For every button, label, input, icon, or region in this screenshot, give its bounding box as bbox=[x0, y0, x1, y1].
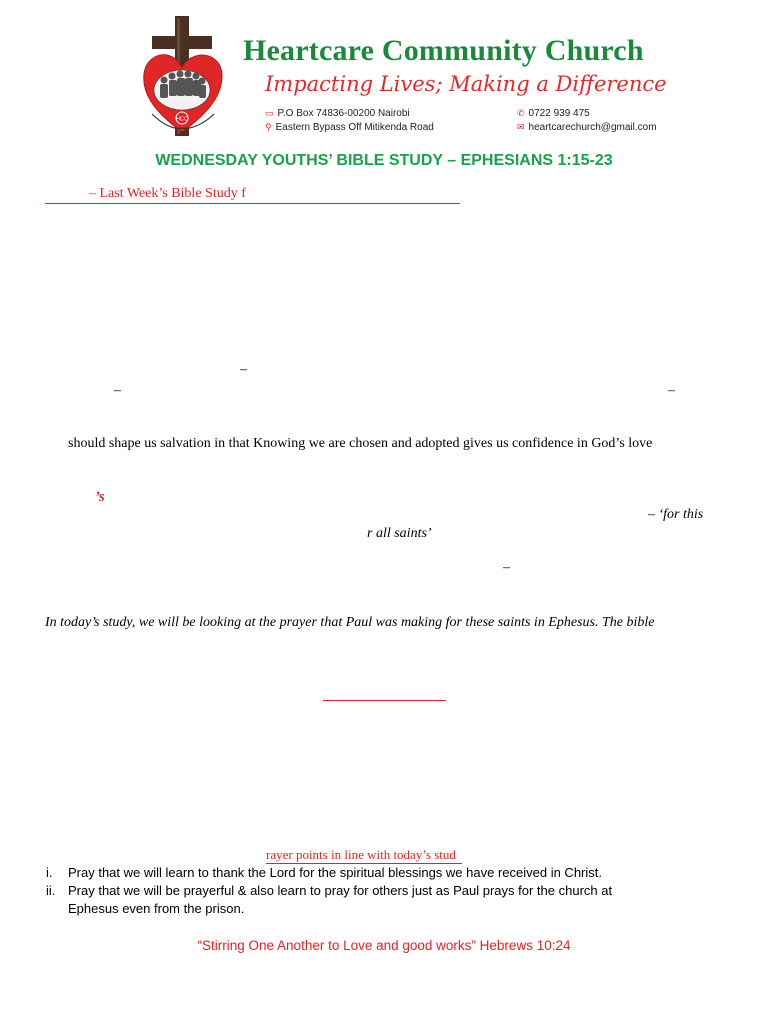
footer-quote: “Stirring One Another to Love and good works” Hebrews 10:24 bbox=[197, 938, 571, 953]
quote-start-fragment: – ‘for this bbox=[648, 507, 704, 522]
prayer-points-heading: rayer points in line with today’s stud bbox=[266, 847, 462, 864]
prayer-item-2-continuation: Ephesus even from the prison. bbox=[68, 901, 245, 916]
location-pin-icon: ⚲ bbox=[265, 122, 272, 132]
body-sentence: should shape us salvation in that Knowing we are chosen and adopted gives us confidence in God’s love bbox=[68, 436, 653, 451]
quote-end-fragment: r all saints’ bbox=[367, 526, 432, 541]
phone-line: ✆ 0722 939 475 bbox=[517, 108, 590, 119]
address-line-1: ▭ P.O Box 74836-00200 Nairobi bbox=[265, 108, 410, 119]
cross-heart-icon bbox=[142, 14, 232, 138]
mailbox-icon: ▭ bbox=[265, 108, 274, 118]
address-line-2: ⚲ Eastern Bypass Off Mitikenda Road bbox=[265, 122, 434, 133]
church-tagline: Impacting Lives; Making a Difference bbox=[265, 72, 667, 96]
prayer-item-2: ii. Pray that we will be prayerful & also learn to pray for others just as Paul prays for the church at bbox=[46, 883, 613, 898]
dash-fragment-4: – bbox=[503, 560, 510, 575]
dash-fragment-1: – bbox=[240, 362, 247, 377]
phone-icon: ✆ bbox=[517, 108, 525, 118]
dash-fragment-2: – bbox=[114, 383, 121, 398]
recap-line: – Last Week’s Bible Study f bbox=[45, 186, 460, 204]
email-line: ✉ heartcarechurch@gmail.com bbox=[517, 122, 657, 133]
red-fragment: ’s bbox=[95, 489, 105, 505]
envelope-icon: ✉ bbox=[517, 122, 525, 132]
dash-fragment-3: – bbox=[668, 383, 675, 398]
intro-sentence: In today’s study, we will be looking at the prayer that Paul was making for these saints in Ephesus. The bible bbox=[45, 615, 655, 630]
church-name: Heartcare Community Church bbox=[243, 34, 644, 67]
svg-text:HCC: HCC bbox=[176, 116, 188, 123]
church-logo bbox=[142, 14, 232, 138]
prayer-item-1: i. Pray that we will learn to thank the Lord for the spiritual blessings we have received in Christ. bbox=[46, 865, 602, 880]
red-underline-rule bbox=[323, 700, 446, 701]
study-title: WEDNESDAY YOUTHS’ BIBLE STUDY – EPHESIANS 1:15-23 bbox=[155, 152, 613, 169]
